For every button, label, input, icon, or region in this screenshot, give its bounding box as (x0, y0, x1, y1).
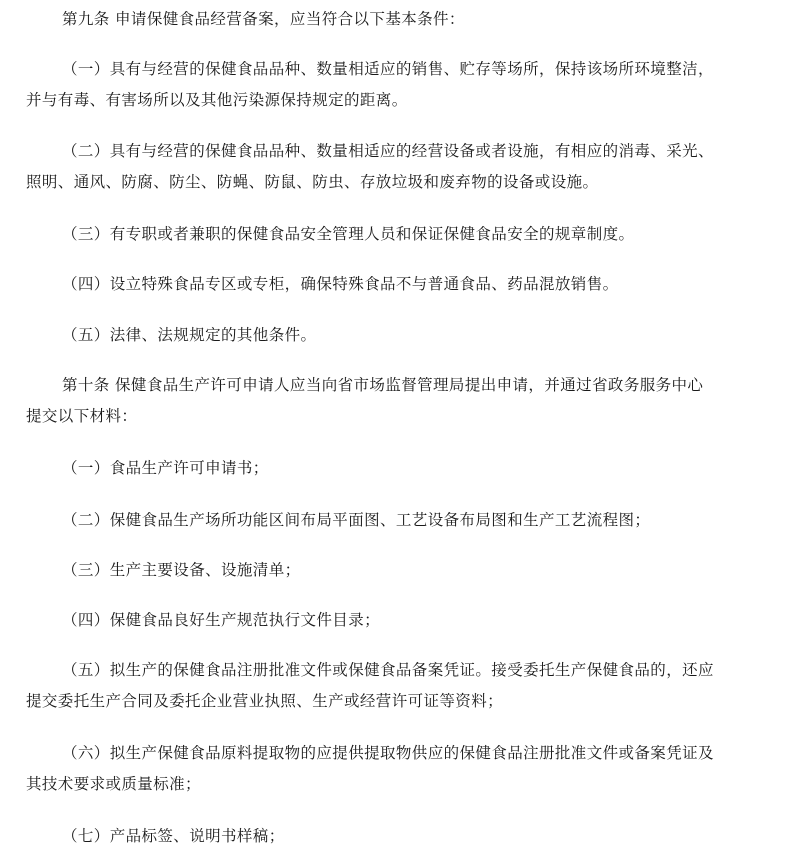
text-line: （三）生产主要设备、设施清单； (62, 561, 301, 579)
article-9-heading (26, 4, 778, 35)
text-line: （四）保健食品良好生产规范执行文件目录； (62, 611, 381, 629)
article-10-item-1 (26, 453, 778, 484)
article-9-item-2 (26, 136, 778, 198)
article-9-item-1 (26, 54, 778, 116)
article-10-item-6 (26, 738, 778, 800)
text-line: （二）具有与经营的保健食品品种、数量相适应的经营设备或者设施，有相应的消毒、采光、 (62, 142, 714, 160)
text-line: 并与有毒、有害场所以及其他污染源保持规定的距离。 (26, 91, 408, 109)
article-10-heading (26, 370, 778, 432)
article-10-item-3 (26, 555, 778, 586)
text-line: （五）拟生产的保健食品注册批准文件或保健食品备案凭证。接受委托生产保健食品的，还应 (62, 661, 714, 679)
article-10-item-5 (26, 655, 778, 717)
article-10-item-2 (26, 505, 778, 536)
text-line: （七）产品标签、说明书样稿； (62, 827, 285, 845)
article-9-item-5 (26, 320, 778, 351)
article-10-item-4 (26, 605, 778, 636)
text-line: 照明、通风、防腐、防尘、防蝇、防鼠、防虫、存放垃圾和废弃物的设备或设施。 (26, 173, 599, 191)
text-line: （四）设立特殊食品专区或专柜，确保特殊食品不与普通食品、药品混放销售。 (62, 275, 619, 293)
text-line: （六）拟生产保健食品原料提取物的应提供提取物供应的保健食品注册批准文件或备案凭证及 (62, 744, 714, 762)
text-line: 其技术要求或质量标准； (26, 775, 201, 793)
article-10-item-7 (26, 821, 778, 852)
article-9-item-4 (26, 269, 778, 300)
text-line: 第十条 保健食品生产许可申请人应当向省市场监督管理局提出申请，并通过省政务服务中心 (62, 376, 704, 394)
text-line: 提交委托生产合同及委托企业营业执照、生产或经营许可证等资料； (26, 692, 504, 710)
article-9-item-3 (26, 219, 778, 250)
text-line: （二）保健食品生产场所功能区间布局平面图、工艺设备布局图和生产工艺流程图； (62, 511, 651, 529)
text-line: （一）具有与经营的保健食品品种、数量相适应的销售、贮存等场所，保持该场所环境整洁， (62, 60, 714, 78)
text-line: 第九条 申请保健食品经营备案，应当符合以下基本条件： (62, 10, 465, 28)
text-line: 提交以下材料： (26, 407, 138, 425)
text-line: （一）食品生产许可申请书； (62, 459, 269, 477)
text-line: （三）有专职或者兼职的保健食品安全管理人员和保证保健食品安全的规章制度。 (62, 225, 635, 243)
text-line: （五）法律、法规规定的其他条件。 (62, 326, 317, 344)
